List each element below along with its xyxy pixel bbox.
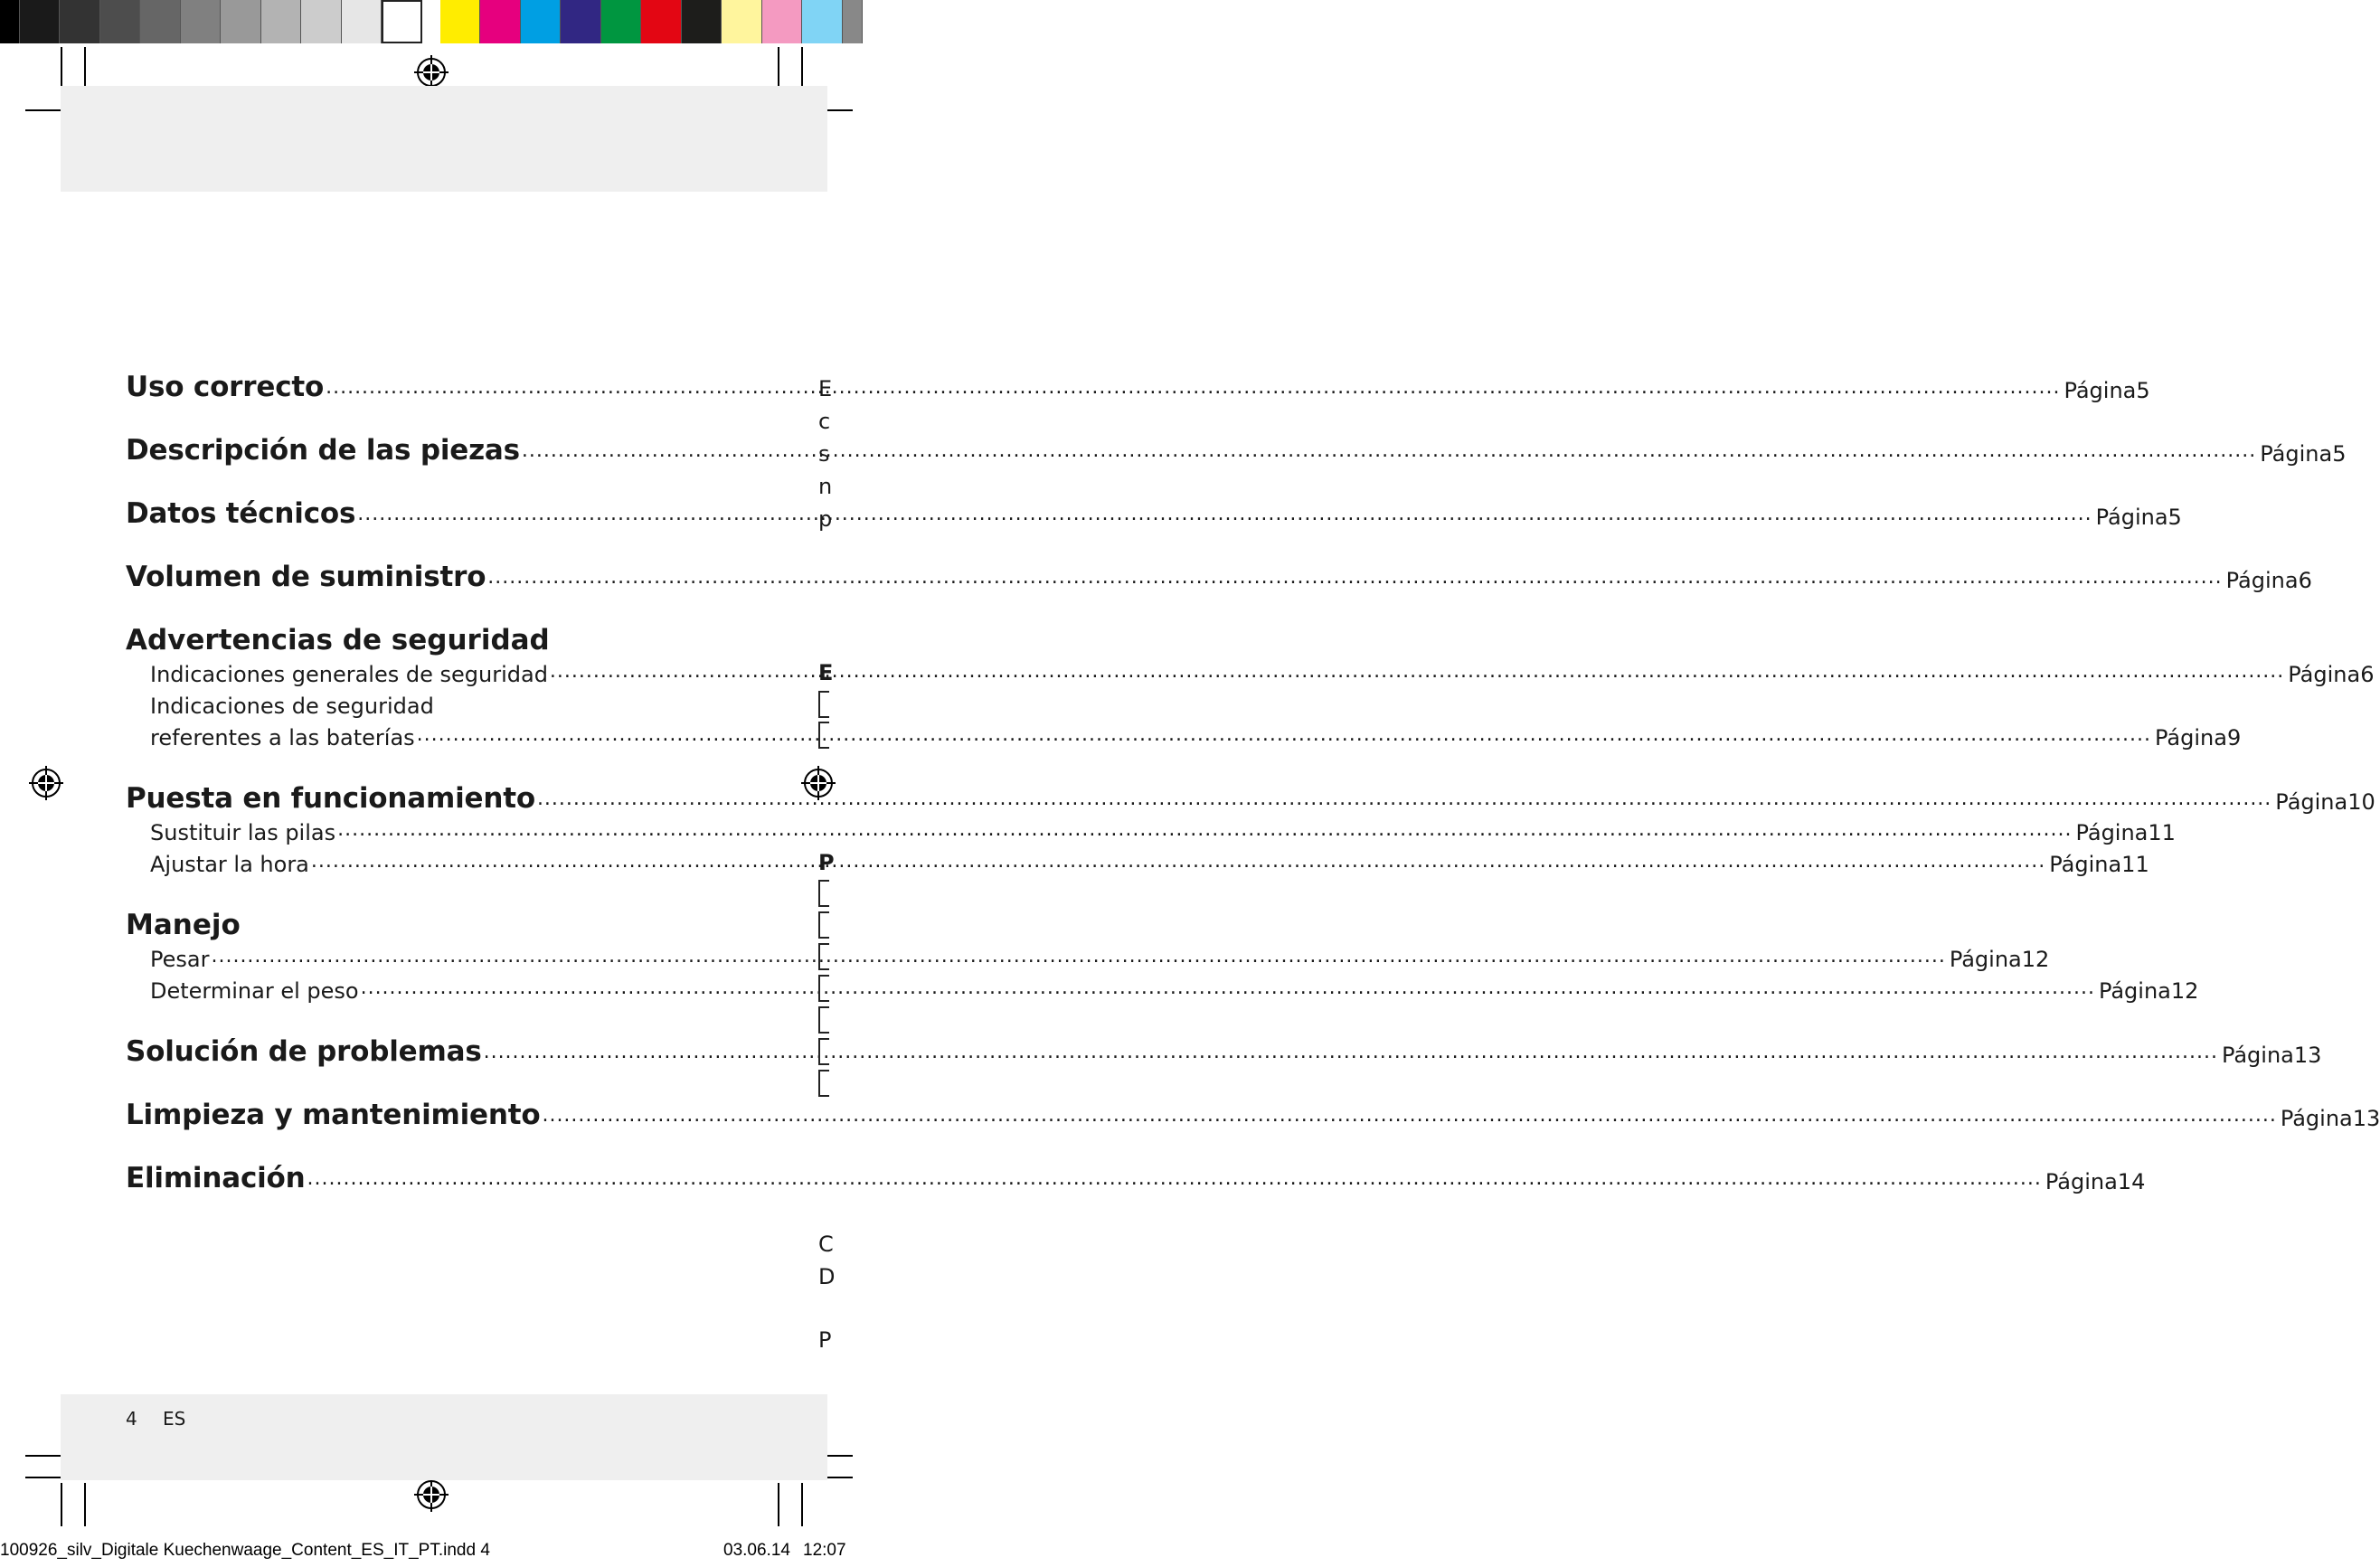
color-calibration-bar [0,0,863,43]
right-page-fragment: p [818,506,833,532]
page-number: 11 [2121,852,2149,877]
right-page-fragment: D [818,1264,836,1289]
right-page-fragment: s [818,441,830,467]
leader-dots [307,1167,2042,1190]
toc-subentry-title: referentes a las baterías [150,725,415,750]
color-swatch [480,0,521,43]
page-label: Página [2275,789,2348,815]
color-swatch [843,0,863,43]
toc-entry-title: Descripción de las piezas [126,434,520,467]
leader-dots [550,660,2284,683]
toc-entry-title: Puesta en funcionamiento [126,782,535,815]
page-number: 13 [2293,1043,2322,1068]
toc-subentry-title: Indicaciones generales de seguridad [150,662,548,687]
page-label: Página [2049,852,2122,877]
toc-entry-title: Datos técnicos [126,497,356,530]
color-swatch [722,0,762,43]
right-page-fragment: E [818,376,833,401]
toc-subentry[interactable] [150,660,2375,687]
color-swatch [261,0,301,43]
page-label: Página [2075,820,2149,845]
slug-filename: 100926_silv_Digitale Kuechenwaage_Content_ES_IT_PT.indd 4 [0,1541,490,1560]
color-swatch [382,0,422,43]
right-page-fragment [818,1038,829,1065]
right-page-fragment [818,911,829,939]
slug-time: 12:07 [803,1541,846,1560]
toc-subentry-title: Ajustar la hora [150,852,309,877]
leader-dots [311,850,2045,873]
toc-subentry[interactable] [150,850,2149,877]
color-swatch [100,0,140,43]
right-page-fragment: E [818,660,834,685]
color-swatch [561,0,601,43]
header-band [61,86,827,192]
page-number: 6 [2298,568,2312,593]
language-code: ES [163,1408,186,1430]
color-swatch [20,0,60,43]
page-number: 10 [2347,789,2375,815]
color-swatch [221,0,261,43]
leader-dots [361,977,2095,999]
toc-subentry[interactable] [150,723,2242,750]
toc-entry-title: Limpieza y mantenimiento [126,1099,541,1131]
right-page-fragment: n [818,474,833,499]
page-number: 13 [2352,1106,2380,1131]
leader-dots [357,503,2092,525]
crop-mark [801,1483,803,1526]
color-swatch [301,0,342,43]
crop-mark [778,47,779,90]
page-number: 9 [2226,725,2242,750]
page-label: Página [2288,662,2361,687]
right-page-fragment [818,1006,829,1034]
page-label: Página [2280,1106,2353,1131]
color-swatch [682,0,722,43]
page-label: Página [2155,725,2227,750]
leader-dots [542,1104,2276,1127]
leader-dots [537,788,2271,810]
toc-subentry-title: Determinar el peso [150,978,359,1004]
crop-mark [61,1483,62,1526]
registration-mark-icon [29,766,63,800]
right-page-fragment [818,1070,829,1097]
page-label: Página [2260,441,2333,467]
slug-date: 03.06.14 [723,1541,790,1560]
toc-entry-title: Eliminación [126,1162,306,1194]
toc-subentry[interactable] [150,818,2176,845]
color-swatch [342,0,382,43]
toc-entry[interactable] [126,497,2182,530]
toc-entry[interactable] [126,561,2312,593]
right-page-fragment: c [818,409,831,434]
page-number: 14 [2117,1169,2146,1194]
page-number: 4 [126,1408,137,1430]
color-swatch [0,0,20,43]
registration-mark-icon [414,55,449,90]
toc-entry[interactable] [126,782,2375,815]
color-swatch [181,0,221,43]
color-swatch [521,0,561,43]
leader-dots [417,723,2151,746]
toc-entry-title: Uso correcto [126,371,325,403]
leader-dots [337,818,2072,841]
right-page-fragment [818,722,829,749]
right-page-fragment: P [818,850,835,875]
page-label: Página [2064,378,2137,403]
toc-entry[interactable] [126,1035,2322,1068]
toc-entry-title: Volumen de suministro [126,561,486,593]
leader-dots [522,439,2256,462]
right-page-fragment [818,691,829,718]
crop-mark [84,1483,86,1526]
right-page-fragment [818,975,829,1002]
page-number: 5 [2136,378,2150,403]
crop-mark [778,1483,779,1526]
leader-dots [487,566,2222,589]
toc-entry[interactable] [126,1099,2380,1131]
right-page-fragment [818,880,829,907]
page-label: Página [2098,978,2171,1004]
color-swatch [140,0,181,43]
right-page-fragment: C [818,1232,834,1257]
page-number: 6 [2360,662,2375,687]
color-swatch [762,0,802,43]
color-swatch [601,0,641,43]
page-number: 5 [2332,441,2347,467]
toc-entry[interactable] [126,371,2150,403]
right-page-fragment: P [818,1327,832,1353]
toc-entry[interactable] [126,434,2347,467]
toc-subentry-title: Indicaciones de seguridad [150,694,434,719]
page-number: 12 [2021,947,2050,972]
page-label: Página [2045,1169,2118,1194]
crop-mark [801,47,803,90]
toc-subentry-title: Pesar [150,947,210,972]
registration-mark-icon [414,1477,449,1512]
leader-dots [211,945,1945,968]
page-number: 11 [2148,820,2176,845]
toc-section-heading[interactable]: Advertencias de seguridad [126,624,550,656]
right-page-fragment [818,943,829,970]
page-number: 12 [2170,978,2199,1004]
toc-subentry[interactable] [150,977,2199,1004]
page-label: Página [2225,568,2299,593]
toc-section-heading[interactable]: Manejo [126,909,241,941]
toc-subentry[interactable] [150,945,2050,972]
toc-entry-title: Solución de problemas [126,1035,482,1068]
crop-mark [84,47,86,90]
page-label: Página [2095,505,2168,530]
color-swatch [440,0,480,43]
toc-entry[interactable] [126,1162,2146,1194]
page-number: 5 [2168,505,2182,530]
crop-mark [61,47,62,90]
leader-dots [484,1041,2218,1063]
color-swatch [802,0,843,43]
page-label: Página [2221,1043,2294,1068]
leader-dots [326,376,2060,399]
color-swatch [641,0,682,43]
page-label: Página [1949,947,2022,972]
toc-subentry-title: Sustituir las pilas [150,820,336,845]
color-swatch [60,0,100,43]
